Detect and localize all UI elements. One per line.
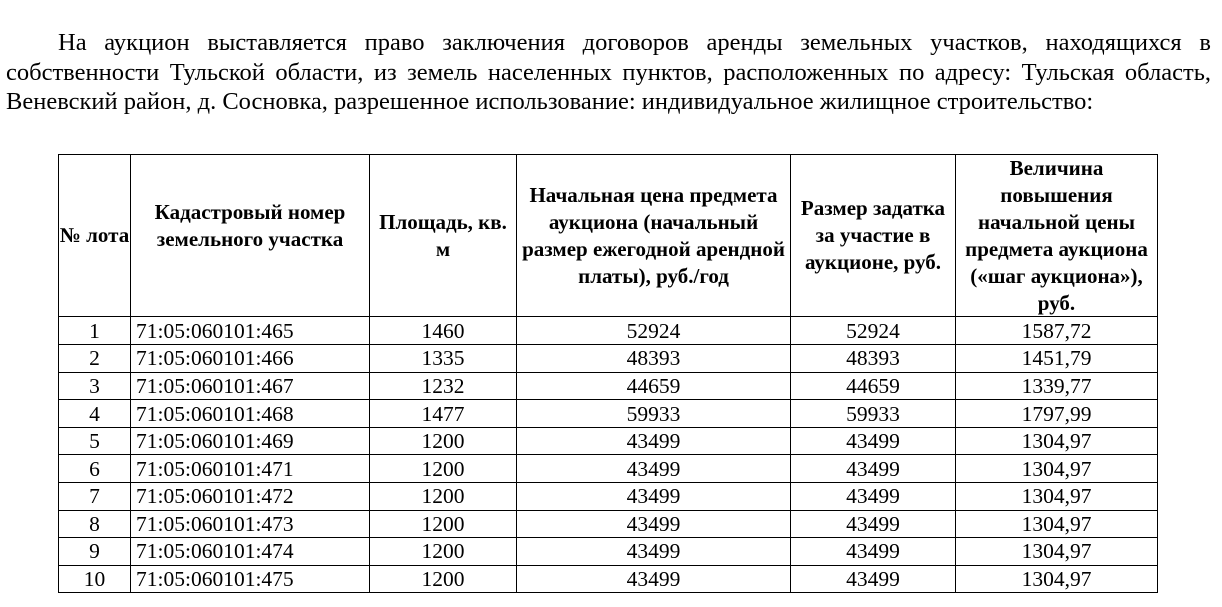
table-row — [59, 372, 1158, 400]
cell-auction-step: 1451,79 — [956, 345, 1158, 373]
cell-area: 1200 — [370, 538, 517, 566]
cell-auction-step: 1304,97 — [956, 455, 1158, 483]
cell-auction-step: 1587,72 — [956, 317, 1158, 345]
cell-auction-step: 1339,77 — [956, 372, 1158, 400]
cell-start-price: 43499 — [517, 427, 791, 455]
cell-deposit: 43499 — [791, 565, 956, 593]
cell-cadastral-number: 71:05:060101:475 — [131, 565, 370, 593]
cell-area: 1460 — [370, 317, 517, 345]
table-row — [59, 345, 1158, 373]
header-lot-number: № лота — [59, 155, 131, 317]
cell-area: 1232 — [370, 372, 517, 400]
cell-start-price: 48393 — [517, 345, 791, 373]
header-cadastral-number — [131, 155, 370, 317]
cell-cadastral-number: 71:05:060101:471 — [131, 455, 370, 483]
cell-lot-number: 3 — [59, 372, 131, 400]
table-row — [59, 483, 1158, 511]
table-row — [59, 538, 1158, 566]
cell-lot-number: 7 — [59, 483, 131, 511]
cell-lot-number: 6 — [59, 455, 131, 483]
cell-area: 1200 — [370, 510, 517, 538]
table-row — [59, 510, 1158, 538]
cell-auction-step: 1304,97 — [956, 565, 1158, 593]
cell-lot-number: 9 — [59, 538, 131, 566]
table-row — [59, 565, 1158, 593]
table-header-row — [59, 155, 1158, 317]
table-row — [59, 400, 1158, 428]
cell-cadastral-number: 71:05:060101:472 — [131, 483, 370, 511]
table-row — [59, 455, 1158, 483]
cell-auction-step: 1304,97 — [956, 510, 1158, 538]
header-deposit: Размер задатка за участие в аукционе, руб. — [791, 155, 956, 317]
cell-area: 1200 — [370, 565, 517, 593]
cell-cadastral-number: 71:05:060101:465 — [131, 317, 370, 345]
cell-cadastral-number: 71:05:060101:469 — [131, 427, 370, 455]
cell-lot-number: 10 — [59, 565, 131, 593]
cell-start-price: 43499 — [517, 565, 791, 593]
intro-paragraph: На аукцион выставляется право заключения договоров аренды земельных участков, находящихся в собственности Тульской области, из земель населенных пунктов, расположенных по адресу: Тульская область, Веневский район, д. Сосновка, разрешенное использование: индивидуальное жилищное строительство: — [6, 29, 1211, 115]
cell-deposit: 43499 — [791, 538, 956, 566]
cell-cadastral-number: 71:05:060101:467 — [131, 372, 370, 400]
cell-lot-number: 2 — [59, 345, 131, 373]
header-area: Площадь, кв. м — [370, 155, 517, 317]
cell-start-price: 43499 — [517, 455, 791, 483]
cell-cadastral-number: 71:05:060101:466 — [131, 345, 370, 373]
cell-cadastral-number: 71:05:060101:468 — [131, 400, 370, 428]
cell-lot-number: 4 — [59, 400, 131, 428]
header-start-price: Начальная цена предмета аукциона (начальный размер ежегодной арендной платы), руб./год — [517, 155, 791, 317]
cell-cadastral-number: 71:05:060101:473 — [131, 510, 370, 538]
table-row — [59, 427, 1158, 455]
cell-lot-number: 8 — [59, 510, 131, 538]
cell-start-price: 59933 — [517, 400, 791, 428]
cell-deposit: 43499 — [791, 427, 956, 455]
cell-deposit: 52924 — [791, 317, 956, 345]
cell-auction-step: 1304,97 — [956, 538, 1158, 566]
cell-start-price: 52924 — [517, 317, 791, 345]
header-auction-step: Величина повышения начальной цены предмета аукциона («шаг аукциона»), руб. — [956, 155, 1158, 317]
cell-start-price: 43499 — [517, 483, 791, 511]
cell-area: 1477 — [370, 400, 517, 428]
cell-auction-step: 1797,99 — [956, 400, 1158, 428]
cell-area: 1200 — [370, 483, 517, 511]
cell-lot-number: 1 — [59, 317, 131, 345]
cell-area: 1335 — [370, 345, 517, 373]
cell-deposit: 44659 — [791, 372, 956, 400]
table-body — [59, 317, 1158, 593]
table-row — [59, 317, 1158, 345]
cell-deposit: 48393 — [791, 345, 956, 373]
cell-area: 1200 — [370, 427, 517, 455]
cell-deposit: 43499 — [791, 455, 956, 483]
cell-area: 1200 — [370, 455, 517, 483]
cell-auction-step: 1304,97 — [956, 427, 1158, 455]
cell-start-price: 44659 — [517, 372, 791, 400]
cell-auction-step: 1304,97 — [956, 483, 1158, 511]
lots-table — [58, 154, 1158, 593]
cell-start-price: 43499 — [517, 510, 791, 538]
header-cadastral-label: Кадастровый номер земельного участка — [154, 199, 346, 251]
cell-lot-number: 5 — [59, 427, 131, 455]
cell-deposit: 43499 — [791, 510, 956, 538]
cell-cadastral-number: 71:05:060101:474 — [131, 538, 370, 566]
cell-deposit: 43499 — [791, 483, 956, 511]
cell-deposit: 59933 — [791, 400, 956, 428]
cell-start-price: 43499 — [517, 538, 791, 566]
